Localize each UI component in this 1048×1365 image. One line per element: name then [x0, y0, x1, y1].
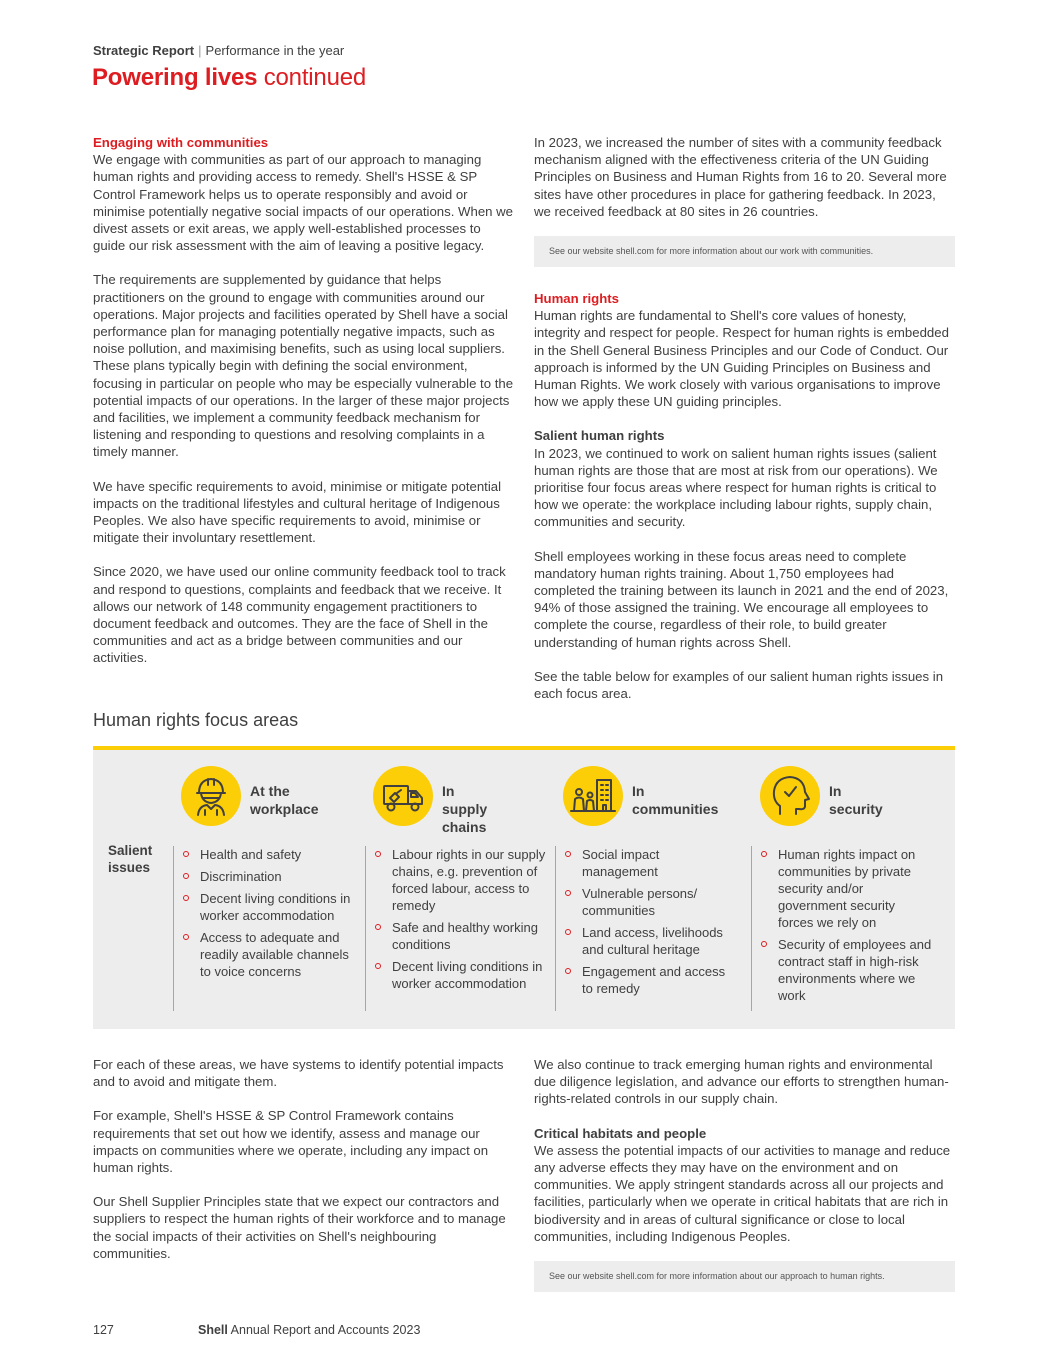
issue-item: Engagement and access to remedy	[565, 963, 737, 997]
issue-item: Security of employees and contract staff in high-risk environments where we work	[761, 936, 933, 1004]
focus-area-title: In security	[829, 783, 883, 817]
page-title-main: Powering lives	[92, 64, 258, 91]
left-paragraph: We have specific requirements to avoid, minimise or mitigate potential impacts on the traditional lifestyles and cultural heritage of Indigenous Peoples. We also have specific requirements to avoid, minimise or mitigate their involuntary resettlement.	[93, 478, 502, 546]
salient-paragraph: Shell employees working in these focus areas need to complete mandatory human rights training. About 1,750 employees had completed the training between its launch in 2021 and the end of 2023, 94% of those assigned the training. We encourage all employees to complete the course, regardless of their role, to build greater understanding of human rights across Shell.	[534, 548, 949, 650]
left-paragraph: We engage with communities as part of our approach to managing human rights and providing access to remedy. Shell's HSSE & SP Control Framework helps us to operate responsibly and avoid or minimise potentially negative social impacts of our operations. When we divest assets or exit areas, we apply well-established processes to guide our risk assessment with the aim of leaving a positive legacy.	[93, 152, 514, 254]
breadcrumb	[93, 43, 344, 58]
footer-report-title: Annual Report and Accounts 2023	[230, 1323, 421, 1337]
salient-paragraph: See the table below for examples of our salient human rights issues in each focus area.	[534, 668, 944, 702]
bottom-right-column	[534, 1056, 956, 1245]
issues-supply-chains	[365, 846, 549, 1011]
bottom-right-intro: We also continue to track emerging human rights and environmental due diligence legislation, and advance our efforts to strengthen human-rights-related controls in our supply chain.	[534, 1057, 949, 1107]
page-footer	[93, 1323, 420, 1337]
salient-human-rights-heading: Salient human rights	[534, 428, 665, 444]
focus-areas-heading: Human rights focus areas	[93, 710, 299, 730]
bottom-left-paragraph: For each of these areas, we have systems to identify potential impacts and to avoid and mitigate them.	[93, 1057, 504, 1090]
truck-icon	[373, 766, 433, 826]
bottom-left-column	[93, 1056, 515, 1262]
issues-workplace	[173, 846, 353, 1011]
human-rights-paragraph: Human rights are fundamental to Shell's core values of honesty, integrity and respect for people. Respect for human rights is embedded in the Shell General Business Principles and our Code of Conduct. Our approach is informed by the UN Guiding Principles on Business and Human Rights. We work closely with various organisations to improve how we apply these UN guiding principles.	[534, 308, 949, 410]
issue-item: Human rights impact on communities by private security and/or government security forces we rely on	[761, 846, 933, 931]
breadcrumb-subsection: Performance in the year	[205, 43, 345, 58]
focus-areas-panel	[93, 750, 955, 1029]
page-number: 127	[93, 1323, 114, 1337]
bottom-left-paragraph: For example, Shell's HSSE & SP Control Framework contains requirements that set out how we identify, assess and manage our impacts on communities where we operate, including any impact on human rights.	[93, 1108, 489, 1176]
focus-area-title: In supply chains	[442, 783, 488, 835]
issues-communities	[555, 846, 737, 1011]
left-paragraph: Since 2020, we have used our online community feedback tool to track and respond to questions, complaints and feedback that we receive. It allows our network of 148 community engagement practitioners to document feedback and outcomes. They are the face of Shell in the communities and act as a bridge between communities and our activities.	[93, 564, 506, 666]
salient-issues-label: Salient issues	[108, 843, 153, 875]
focus-area-title: In communities	[632, 783, 719, 817]
page-title-suffix: continued	[263, 64, 367, 91]
bottom-left-paragraph: Our Shell Supplier Principles state that we expect our contractors and suppliers to respect the human rights of their workforce and to manage the social impacts of their activities on Shell's neighbouring communities.	[93, 1194, 506, 1261]
left-column	[93, 134, 515, 667]
issue-item: Labour rights in our supply chains, e.g. prevention of forced labour, access to remedy	[375, 846, 549, 914]
salient-paragraph: In 2023, we continued to work on salient human rights issues (salient human rights are those that are most at risk from our operations). We prioritise four focus areas where respect for human rights is critical to how we operate: the workplace including labour rights, supply chain, communities and security.	[534, 445, 938, 530]
issue-item: Decent living conditions in worker accommodation	[183, 890, 353, 924]
focus-area-title: At the workplace	[250, 783, 319, 817]
issue-item: Land access, livelihoods and cultural heritage	[565, 924, 737, 958]
issue-item: Vulnerable persons/ communities	[565, 885, 737, 919]
left-paragraph: The requirements are supplemented by guidance that helps practitioners on the ground to engage with communities around our operations. Major projects and facilities operated by Shell have a social performance plan for managing potentially negative impacts, such as noise pollution, and maximising benefits, such as using local suppliers. These plans typically begin with defining the social environment, focusing in particular on people who may be especially vulnerable to the potential impacts of our operations. In the larger of these major projects and facilities, we implement a community feedback mechanism for listening and responding to questions and resolving complaints in a timely manner.	[93, 272, 514, 460]
breadcrumb-separator: |	[198, 43, 202, 58]
issues-security	[751, 846, 933, 1011]
human-rights-heading: Human rights	[534, 291, 619, 306]
right-column	[534, 134, 956, 220]
right-column-lower	[534, 290, 956, 702]
security-head-icon	[760, 766, 820, 826]
critical-habitats-paragraph: We assess the potential impacts of our activities to manage and reduce any adverse effects they may have on the environment and on communities. We apply stringent standards across all our projects and facilities, particularly when we operate in critical habitats that are rich in biodiversity and in areas of cultural significance or close to local communities, including Indigenous Peoples.	[534, 1142, 951, 1244]
footer-brand: Shell	[198, 1323, 228, 1337]
feedback-intro-paragraph: In 2023, we increased the number of sites with a community feedback mechanism aligned with the effectiveness criteria of the UN Guiding Principles on Business and Human Rights from 16 to 20. Several more sites have other procedures in place for gathering feedback. In 2023, we received feedback at 80 sites in 26 countries.	[534, 135, 947, 219]
issue-item: Access to adequate and readily available channels to voice concerns	[183, 929, 353, 980]
issue-item: Social impact management	[565, 846, 737, 880]
engaging-communities-heading: Engaging with communities	[93, 135, 269, 150]
page-title	[92, 64, 366, 92]
issue-item: Health and safety	[183, 846, 353, 863]
community-icon	[563, 766, 623, 826]
human-rights-website-note[interactable]: See our website shell.com for more information about our approach to human rights.	[534, 1261, 955, 1292]
breadcrumb-section: Strategic Report	[93, 43, 195, 58]
issue-item: Decent living conditions in worker accommodation	[375, 958, 549, 992]
worker-icon	[181, 766, 241, 826]
issue-item: Safe and healthy working conditions	[375, 919, 549, 953]
critical-habitats-heading: Critical habitats and people	[534, 1125, 707, 1141]
communities-website-note[interactable]: See our website shell.com for more information about our work with communities.	[534, 236, 955, 267]
issue-item: Discrimination	[183, 868, 353, 885]
